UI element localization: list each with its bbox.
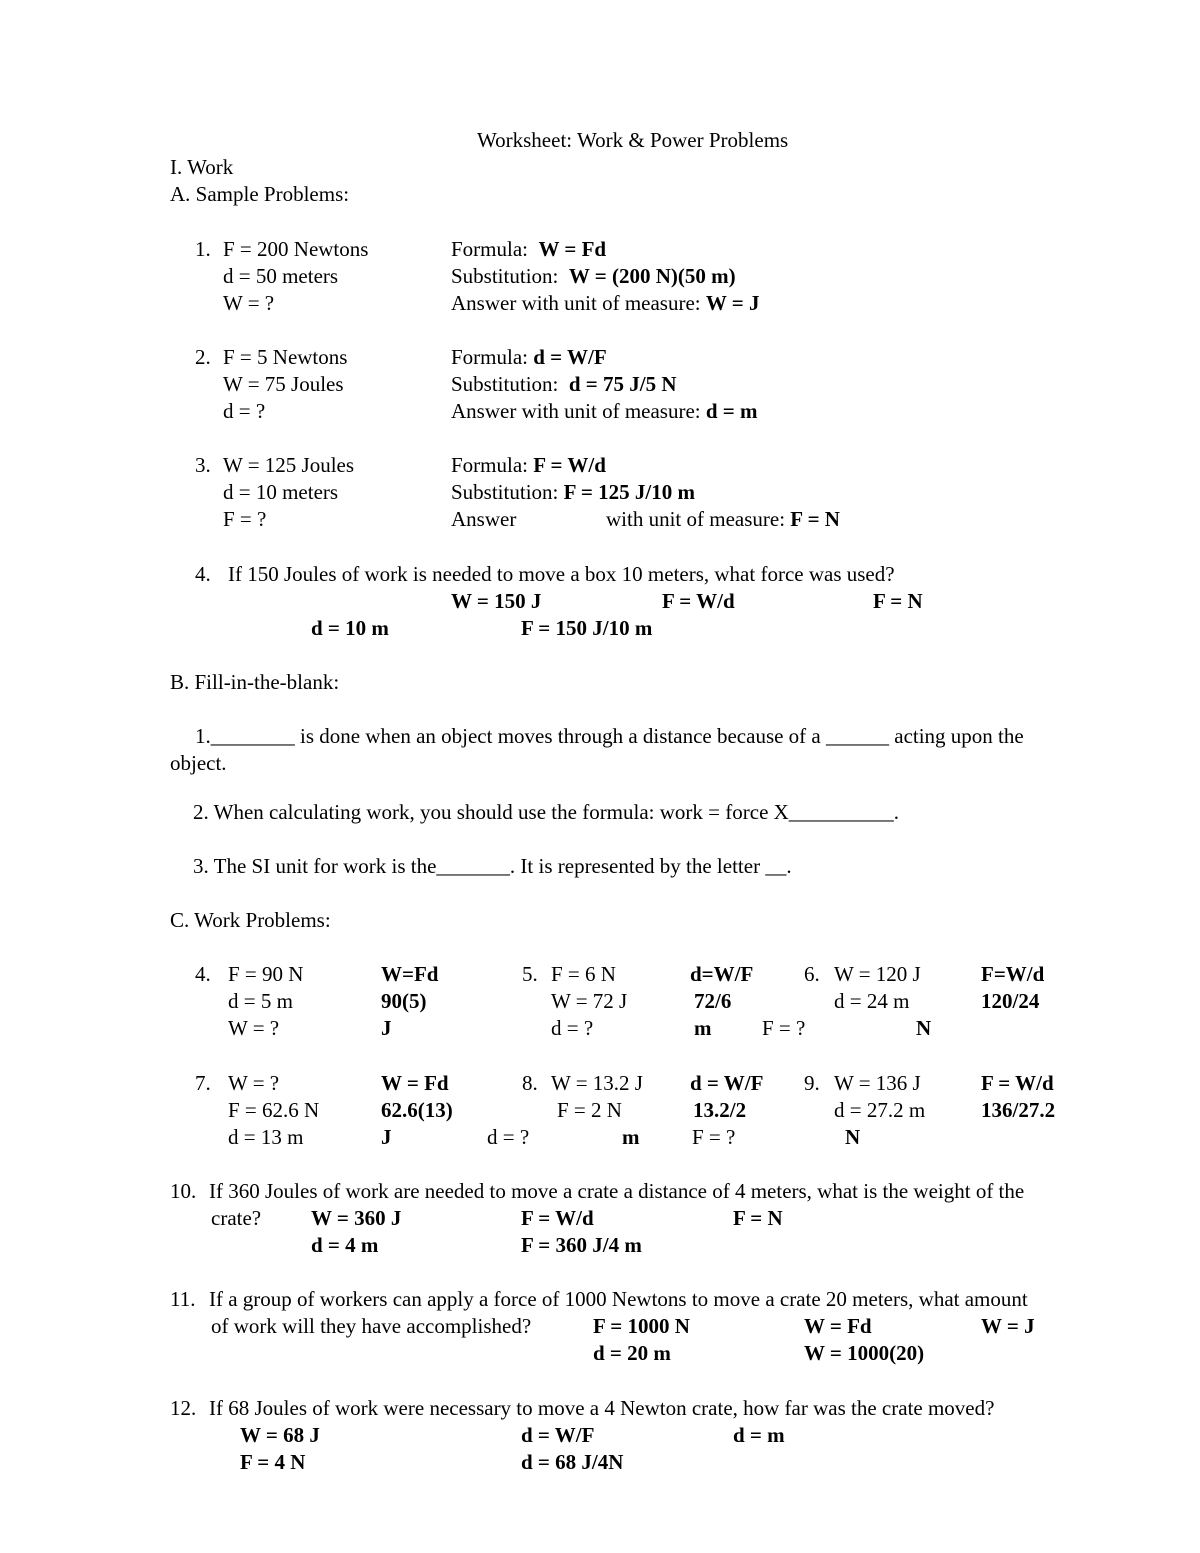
wp6-number: 6. bbox=[804, 962, 820, 986]
wp5-given-3: d = ? bbox=[551, 1016, 594, 1040]
wp8-given-2: F = 2 N bbox=[557, 1098, 622, 1122]
wp9-given-1: W = 136 J bbox=[834, 1071, 921, 1095]
wp5-work-1: d=W/F bbox=[690, 962, 754, 986]
sample-1-given-3: W = ? bbox=[223, 291, 275, 315]
wp7-given-2: F = 62.6 N bbox=[228, 1098, 320, 1122]
wp4-given-1: F = 90 N bbox=[228, 962, 304, 986]
wp4-number: 4. bbox=[195, 962, 211, 986]
sample-3-given-2: d = 10 meters bbox=[223, 480, 339, 504]
sample-3-given-1: W = 125 Joules bbox=[223, 453, 355, 477]
sample-2-answer: Answer with unit of measure: d = m bbox=[451, 399, 758, 423]
wp7-number: 7. bbox=[195, 1071, 211, 1095]
sample-2-formula: Formula: d = W/F bbox=[451, 345, 607, 369]
q4-substitution: F = 150 J/10 m bbox=[521, 616, 653, 640]
q10-text-line-1: If 360 Joules of work are needed to move a crate a distance of 4 meters, what is the weight of the bbox=[209, 1179, 1025, 1203]
q4-formula: F = W/d bbox=[662, 589, 735, 613]
wp9-given-3: F = ? bbox=[692, 1125, 736, 1149]
wp5-number: 5. bbox=[522, 962, 538, 986]
fill-q1-blank-2[interactable]: ______ bbox=[826, 724, 889, 748]
wp6-work-1: F=W/d bbox=[981, 962, 1045, 986]
q4-text: If 150 Joules of work is needed to move a box 10 meters, what force was used? bbox=[228, 562, 895, 586]
wp5-given-1: F = 6 N bbox=[551, 962, 616, 986]
sample-1-number: 1. bbox=[195, 237, 211, 261]
wp8-number: 8. bbox=[522, 1071, 538, 1095]
q12-number: 12. bbox=[170, 1396, 197, 1420]
q12-answer: d = m bbox=[733, 1423, 785, 1447]
fill-q2: 2. When calculating work, you should use the formula: work = force X__________. bbox=[193, 800, 900, 824]
sample-2-substitution: Substitution: d = 75 J/5 N bbox=[451, 372, 677, 396]
q11-text-line-1: If a group of workers can apply a force of 1000 Newtons to move a crate 20 meters, what amount bbox=[209, 1287, 1028, 1311]
section-heading-sample: A. Sample Problems: bbox=[170, 182, 350, 206]
wp5-work-2: 72/6 bbox=[694, 989, 732, 1013]
sample-2-number: 2. bbox=[195, 345, 211, 369]
wp8-given-1: W = 13.2 J bbox=[551, 1071, 643, 1095]
wp6-given-3: F = ? bbox=[762, 1016, 806, 1040]
q12-formula: d = W/F bbox=[521, 1423, 595, 1447]
wp9-work-1: F = W/d bbox=[981, 1071, 1054, 1095]
wp4-given-3: W = ? bbox=[228, 1016, 280, 1040]
q10-formula: F = W/d bbox=[521, 1206, 594, 1230]
wp7-given-1: W = ? bbox=[228, 1071, 280, 1095]
wp4-work-1: W=Fd bbox=[381, 962, 439, 986]
wp5-work-3: m bbox=[694, 1016, 712, 1040]
wp9-number: 9. bbox=[804, 1071, 820, 1095]
wp6-given-1: W = 120 J bbox=[834, 962, 921, 986]
page-title: Worksheet: Work & Power Problems bbox=[477, 128, 789, 152]
wp6-work-3: N bbox=[916, 1016, 932, 1040]
q10-number: 10. bbox=[170, 1179, 197, 1203]
wp9-given-2: d = 27.2 m bbox=[834, 1098, 926, 1122]
sample-2-given-1: F = 5 Newtons bbox=[223, 345, 348, 369]
sample-3-answer: with unit of measure: F = N bbox=[606, 507, 840, 531]
q12-force: F = 4 N bbox=[240, 1450, 306, 1474]
q4-distance: d = 10 m bbox=[311, 616, 389, 640]
q10-answer: F = N bbox=[733, 1206, 783, 1230]
wp4-work-3: J bbox=[381, 1016, 392, 1040]
wp6-work-2: 120/24 bbox=[981, 989, 1040, 1013]
wp6-given-2: d = 24 m bbox=[834, 989, 910, 1013]
wp5-given-2: W = 72 J bbox=[551, 989, 628, 1013]
fill-q1: 1.________ is done when an object moves through a distance because of a ______ acting upon the bbox=[195, 724, 1024, 748]
wp8-work-1: d = W/F bbox=[690, 1071, 764, 1095]
wp7-work-2: 62.6(13) bbox=[381, 1098, 453, 1122]
q11-force: F = 1000 N bbox=[593, 1314, 690, 1338]
fill-q3: 3. The SI unit for work is the_______. It is represented by the letter __. bbox=[193, 854, 792, 878]
q12-substitution: d = 68 J/4N bbox=[521, 1450, 624, 1474]
q10-distance: d = 4 m bbox=[311, 1233, 379, 1257]
wp8-work-2: 13.2/2 bbox=[693, 1098, 747, 1122]
section-heading-work: I. Work bbox=[170, 155, 234, 179]
sample-1-answer: Answer with unit of measure: W = J bbox=[451, 291, 760, 315]
wp4-work-2: 90(5) bbox=[381, 989, 427, 1013]
sample-1-given-1: F = 200 Newtons bbox=[223, 237, 369, 261]
fill-q1-blank-1[interactable]: ________ bbox=[210, 724, 295, 748]
wp4-given-2: d = 5 m bbox=[228, 989, 293, 1013]
q4-answer: F = N bbox=[873, 589, 923, 613]
wp7-work-1: W = Fd bbox=[381, 1071, 449, 1095]
q11-number: 11. bbox=[170, 1287, 196, 1311]
wp9-work-2: 136/27.2 bbox=[981, 1098, 1056, 1122]
sample-1-substitution: Substitution: W = (200 N)(50 m) bbox=[451, 264, 736, 288]
sample-3-substitution: Substitution: F = 125 J/10 m bbox=[451, 480, 695, 504]
fill-q1-continued: object. bbox=[170, 751, 227, 775]
wp8-work-3: m bbox=[622, 1125, 640, 1149]
wp7-given-3: d = 13 m bbox=[228, 1125, 304, 1149]
section-heading-work-problems: C. Work Problems: bbox=[170, 908, 331, 932]
sample-2-given-2: W = 75 Joules bbox=[223, 372, 344, 396]
q11-distance: d = 20 m bbox=[593, 1341, 671, 1365]
wp9-work-3: N bbox=[845, 1125, 861, 1149]
q10-text-line-2: crate? bbox=[211, 1206, 262, 1230]
sample-2-given-3: d = ? bbox=[223, 399, 266, 423]
sample-3-given-3: F = ? bbox=[223, 507, 267, 531]
sample-3-number: 3. bbox=[195, 453, 211, 477]
q11-formula: W = Fd bbox=[804, 1314, 872, 1338]
sample-1-given-2: d = 50 meters bbox=[223, 264, 339, 288]
wp8-given-3: d = ? bbox=[487, 1125, 530, 1149]
q10-work: W = 360 J bbox=[311, 1206, 402, 1230]
q12-work: W = 68 J bbox=[240, 1423, 320, 1447]
q10-substitution: F = 360 J/4 m bbox=[521, 1233, 642, 1257]
q12-text: If 68 Joules of work were necessary to move a 4 Newton crate, how far was the crate moved? bbox=[209, 1396, 995, 1420]
q11-substitution: W = 1000(20) bbox=[804, 1341, 925, 1365]
q11-text-line-2: of work will they have accomplished? bbox=[211, 1314, 532, 1338]
wp7-work-3: J bbox=[381, 1125, 392, 1149]
section-heading-fill: B. Fill-in-the-blank: bbox=[170, 670, 340, 694]
q4-number: 4. bbox=[195, 562, 211, 586]
sample-1-formula: Formula: W = Fd bbox=[451, 237, 607, 261]
sample-3-answer-label: Answer bbox=[451, 507, 517, 531]
sample-3-formula: Formula: F = W/d bbox=[451, 453, 606, 477]
q11-answer: W = J bbox=[981, 1314, 1035, 1338]
q4-work: W = 150 J bbox=[451, 589, 542, 613]
